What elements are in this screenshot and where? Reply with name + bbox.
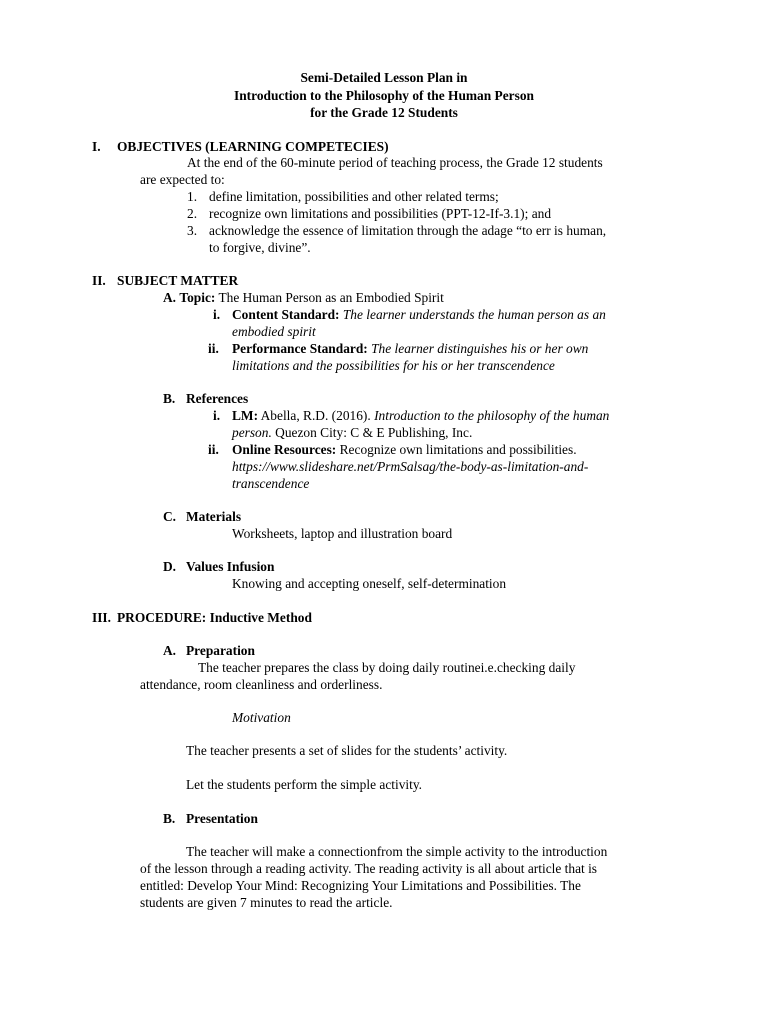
- preparation-heading: Preparation: [186, 643, 255, 658]
- online-resource-url-continued: transcendence: [232, 476, 310, 491]
- objective-item-2-number: 2.: [187, 206, 198, 221]
- title-line-2: Introduction to the Philosophy of the Human Person: [234, 88, 534, 103]
- performance-standard-number: ii.: [208, 341, 219, 356]
- performance-standard-label: Performance Standard:: [232, 341, 368, 356]
- values-text: Knowing and accepting oneself, self-determination: [232, 576, 507, 591]
- lm-book-title-continued: person.: [232, 425, 272, 440]
- lm-author: Abella, R.D. (2016).: [258, 408, 375, 423]
- presentation-letter: B.: [163, 811, 176, 826]
- content-standard-label: Content Standard:: [232, 307, 340, 322]
- procedure-numeral: III.: [92, 610, 111, 625]
- presentation-line-2: of the lesson through a reading activity. The reading activity is all about article that is: [140, 861, 598, 876]
- presentation-line-4: students are given 7 minutes to read the article.: [140, 895, 393, 910]
- objective-item-1-number: 1.: [187, 189, 198, 204]
- motivation-slides-text: The teacher presents a set of slides for the students’ activity.: [186, 743, 508, 758]
- lm-reference-continued: [232, 424, 472, 441]
- motivation-label: Motivation: [232, 710, 291, 725]
- presentation-line-1: The teacher will make a connectionfrom the simple activity to the introduction: [186, 844, 608, 859]
- preparation-line-1: The teacher prepares the class by doing daily routinei.e.checking daily: [198, 660, 576, 675]
- topic-text: The Human Person as an Embodied Spirit: [215, 290, 444, 305]
- online-resources-row: [232, 441, 577, 458]
- objective-item-3-number: 3.: [187, 223, 198, 238]
- lm-publisher: Quezon City: C & E Publishing, Inc.: [271, 425, 473, 440]
- lm-number: i.: [213, 408, 221, 423]
- motivation-activity-text: Let the students perform the simple activity.: [186, 777, 423, 792]
- objectives-intro-line-2: are expected to:: [140, 172, 225, 187]
- materials-letter: C.: [163, 509, 177, 524]
- references-letter: B.: [163, 391, 176, 406]
- title-line-1: Semi-Detailed Lesson Plan in: [300, 70, 468, 85]
- objective-item-1: define limitation, possibilities and other related terms;: [209, 189, 499, 204]
- content-standard-text: The learner understands the human person as an: [339, 307, 606, 322]
- subject-matter-heading: SUBJECT MATTER: [117, 273, 239, 288]
- title-line-3: for the Grade 12 Students: [310, 105, 458, 120]
- objective-item-3: acknowledge the essence of limitation through the adage “to err is human,: [209, 223, 607, 238]
- preparation-letter: A.: [163, 643, 177, 658]
- objective-item-2: recognize own limitations and possibilities (PPT-12-If-3.1); and: [209, 206, 552, 221]
- lm-book-title: Introduction to the philosophy of the human: [374, 408, 610, 423]
- lm-reference: [232, 407, 609, 424]
- values-letter: D.: [163, 559, 177, 574]
- materials-text: Worksheets, laptop and illustration board: [232, 526, 453, 541]
- objectives-intro-line-1: At the end of the 60-minute period of teaching process, the Grade 12 students: [187, 155, 603, 170]
- presentation-line-3: entitled: Develop Your Mind: Recognizing Your Limitations and Possibilities. The: [140, 878, 581, 893]
- topic-row: [163, 289, 444, 306]
- lm-label: LM:: [232, 408, 259, 423]
- performance-standard-text: The learner distinguishes his or her own: [367, 341, 589, 356]
- content-standard-number: i.: [213, 307, 221, 322]
- objectives-heading: OBJECTIVES (LEARNING COMPETECIES): [117, 139, 389, 154]
- topic-label: Topic:: [179, 290, 216, 305]
- content-standard-row: [232, 306, 606, 323]
- references-heading: References: [186, 391, 249, 406]
- online-resources-label: Online Resources:: [232, 442, 337, 457]
- performance-standard-row: [232, 340, 588, 357]
- subject-matter-numeral: II.: [92, 273, 106, 288]
- online-resource-url: https://www.slideshare.net/PrmSalsag/the-body-as-limitation-and-: [232, 459, 589, 474]
- materials-heading: Materials: [186, 509, 242, 524]
- topic-letter: A.: [163, 290, 177, 305]
- procedure-heading: PROCEDURE: Inductive Method: [117, 610, 312, 625]
- online-resources-text: Recognize own limitations and possibilities.: [336, 442, 577, 457]
- content-standard-text-continued: embodied spirit: [232, 324, 316, 339]
- objectives-numeral: I.: [92, 139, 101, 154]
- presentation-heading: Presentation: [186, 811, 258, 826]
- objective-item-3-continued: to forgive, divine”.: [209, 240, 311, 255]
- values-heading: Values Infusion: [186, 559, 275, 574]
- preparation-line-2: attendance, room cleanliness and orderliness.: [140, 677, 383, 692]
- online-resources-number: ii.: [208, 442, 219, 457]
- performance-standard-text-continued: limitations and the possibilities for his or her transcendence: [232, 358, 555, 373]
